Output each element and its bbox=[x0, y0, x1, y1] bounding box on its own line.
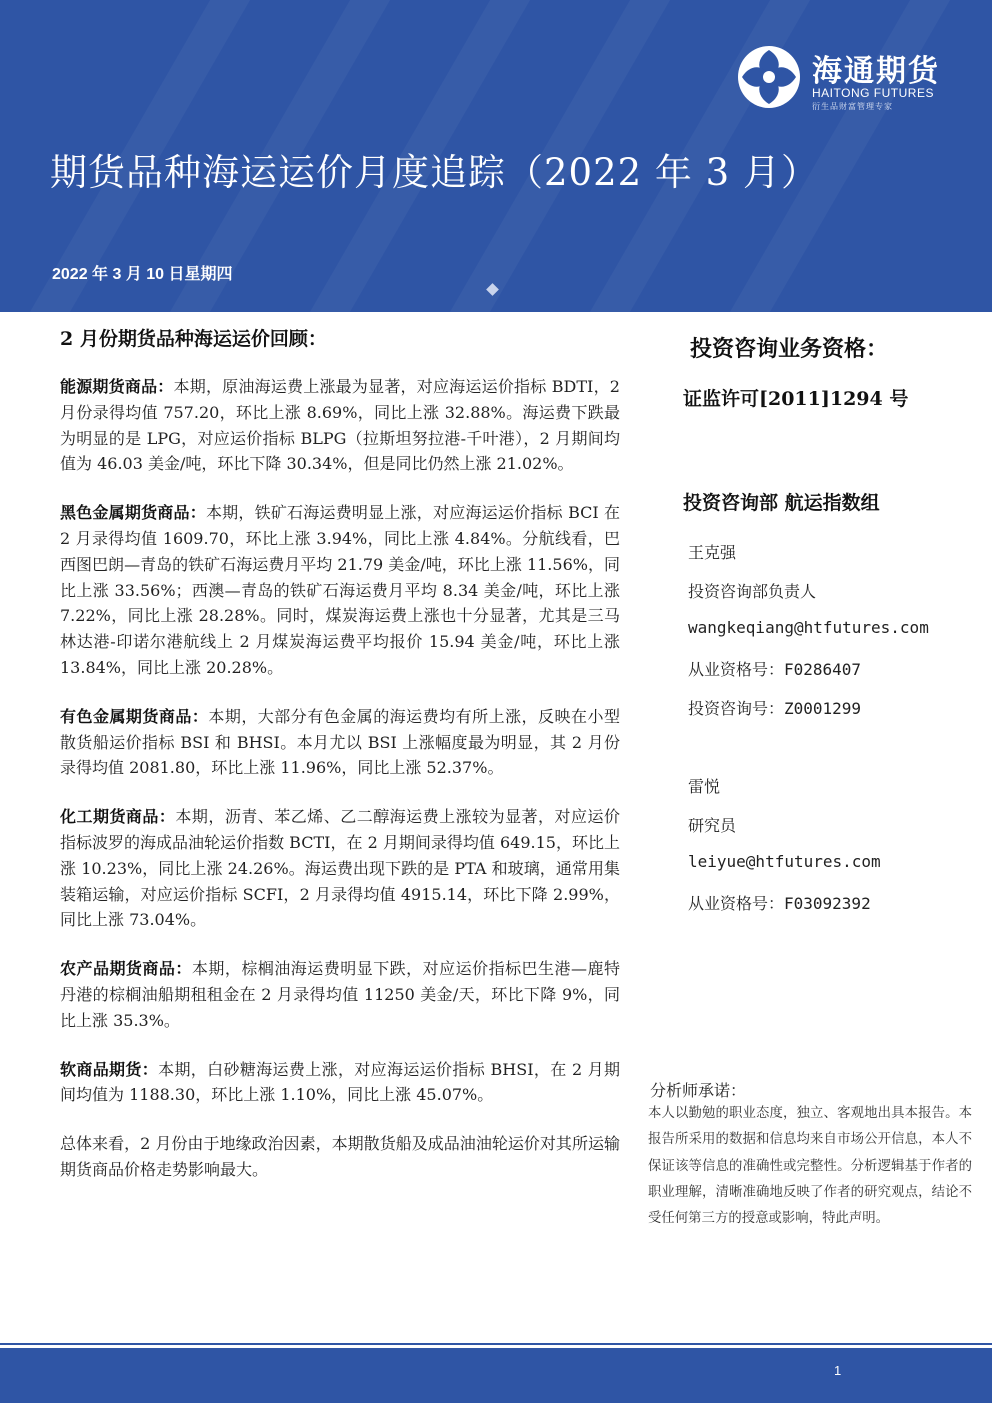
paragraph-text: 本期，沥青、苯乙烯、乙二醇海运费上涨较为显著，对应运价指标波罗的海成品油轮运价指数 BCTI，在 2 月期间录得均值 649.15，环比上涨 10.23%，同比上涨 24.26%。海运费出现下跌的是 PTA 和玻璃，通常用集装箱运输，对应运价指标 SCFI，2 月录得均值 4915.14，环比下降 2.99%，同比上涨 73.04%。 bbox=[60, 807, 620, 930]
disclaimer-title: 分析师承诺： bbox=[650, 1081, 747, 1100]
analyst-name: 雷悦 bbox=[688, 777, 721, 796]
footer-divider bbox=[0, 1343, 992, 1345]
qualification-title: 投资咨询业务资格： bbox=[690, 336, 889, 362]
analyst-name: 王克强 bbox=[688, 543, 737, 562]
analyst-cert: 从业资格号：F03092392 bbox=[688, 894, 871, 913]
paragraph-text: 本期，棕榈油海运费明显下跌，对应运价指标巴生港—鹿特丹港的棕榈油船期租租金在 2 月录得均值 11250 美金/天，环比下降 9%，同比上涨 35.3%。 bbox=[60, 959, 620, 1030]
main-content bbox=[60, 322, 620, 1183]
analyst-advisory-number: 投资咨询号：Z0001299 bbox=[688, 699, 862, 718]
department-name: 投资咨询部 航运指数组 bbox=[683, 492, 880, 514]
paragraph-label: 农产品期货商品： bbox=[60, 959, 192, 979]
logo-emblem-icon bbox=[736, 44, 802, 110]
paragraph-label: 软商品期货： bbox=[60, 1059, 159, 1079]
logo-english-name: HAITONG FUTURES bbox=[812, 86, 934, 100]
disclaimer-text: 本人以勤勉的职业态度，独立、客观地出具本报告。本报告所采用的数据和信息均来自市场公开信息，本人不保证该等信息的准确性或完整性。分析逻辑基于作者的职业理解，清晰准确地反映了作者的研究观点，结论不受任何第三方的授意或影响，特此声明。 bbox=[648, 1106, 972, 1227]
paragraph-text: 本期，白砂糖海运费上涨，对应海运运价指标 BHSI，在 2 月期间均值为 1188.30，环比上涨 1.10%，同比上涨 45.07%。 bbox=[60, 1059, 620, 1105]
report-title: 期货品种海运运价月度追踪（2022 年 3 月） bbox=[50, 151, 819, 194]
report-date: 2022 年 3 月 10 日星期四 bbox=[52, 266, 233, 283]
paragraph-soft bbox=[60, 1057, 620, 1109]
paragraph-agri bbox=[60, 956, 620, 1033]
paragraph-chemical bbox=[60, 804, 620, 933]
paragraph-label: 能源期货商品： bbox=[60, 377, 174, 396]
header-banner bbox=[0, 0, 992, 312]
paragraph-nonferrous bbox=[60, 704, 620, 781]
section-title: 2 月份期货品种海运运价回顾： bbox=[60, 328, 327, 350]
analyst-role: 研究员 bbox=[688, 816, 737, 835]
paragraph-label: 黑色金属期货商品： bbox=[60, 503, 206, 523]
paragraph-text: 总体来看，2 月份由于地缘政治因素，本期散货船及成品油油轮运价对其所运输期货商品价格走势影响最大。 bbox=[60, 1134, 620, 1179]
paragraph-text: 本期，大部分有色金属的海运费均有所上涨，反映在小型散货船运价指标 BSI 和 BHSI。本月尤以 BSI 上涨幅度最为明显，其 2 月份录得均值 2081.80，环比上涨 11.96%，同比上涨 52.37%。 bbox=[60, 706, 620, 778]
company-logo bbox=[736, 44, 956, 114]
analyst-email[interactable]: wangkeqiang@htfutures.com bbox=[688, 618, 929, 637]
logo-slogan: 衍生品财富管理专家 bbox=[812, 102, 893, 111]
paragraph-summary bbox=[60, 1131, 620, 1183]
paragraph-label: 化工期货商品： bbox=[60, 807, 176, 827]
paragraph-label: 有色金属期货商品： bbox=[60, 706, 209, 726]
paragraph-text: 本期，铁矿石海运费明显上涨，对应海运运价指标 BCI 在 2 月录得均值 1609.70，环比上涨 3.94%，同比上涨 4.84%。分航线看，巴西图巴朗—青岛的铁矿石海运费月平均 21.79 美金/吨，环比上涨 11.56%，同比上涨 33.56%；西澳—青岛的铁矿石海运费月平均 8.34 美金/吨，环比上涨 7.22%，同比上涨 28.28%。同时，煤炭海运费上涨也十分显著，尤其是三马林达港-印诺尔港航线上 2 月煤炭海运费平均报价 15.94 美金/吨，环比上涨 13.84%，同比上涨 20.28%。 bbox=[60, 503, 620, 677]
paragraph-ferrous bbox=[60, 500, 620, 681]
paragraph-energy bbox=[60, 374, 620, 477]
license-number: 证监许可[2011]1294 号 bbox=[683, 388, 909, 410]
logo-chinese-name: 海通期货 bbox=[812, 54, 940, 89]
analyst-cert: 从业资格号：F0286407 bbox=[688, 660, 862, 679]
footer-bar bbox=[0, 1348, 992, 1403]
analyst-role: 投资咨询部负责人 bbox=[688, 582, 817, 601]
paragraph-text: 本期，原油海运费上涨最为显著，对应海运运价指标 BDTI，2 月份录得均值 757.20，环比上涨 8.69%，同比上涨 32.88%。海运费下跌最为明显的是 LPG，对应运价指标 BLPG（拉斯坦努拉港-千叶港），2 月期间均值为 46.03 美金/吨，环比下降 30.34%，但是同比仍然上涨 21.02%。 bbox=[60, 377, 620, 474]
analyst-email[interactable]: leiyue@htfutures.com bbox=[688, 852, 881, 871]
page-number: 1 bbox=[834, 1363, 842, 1378]
